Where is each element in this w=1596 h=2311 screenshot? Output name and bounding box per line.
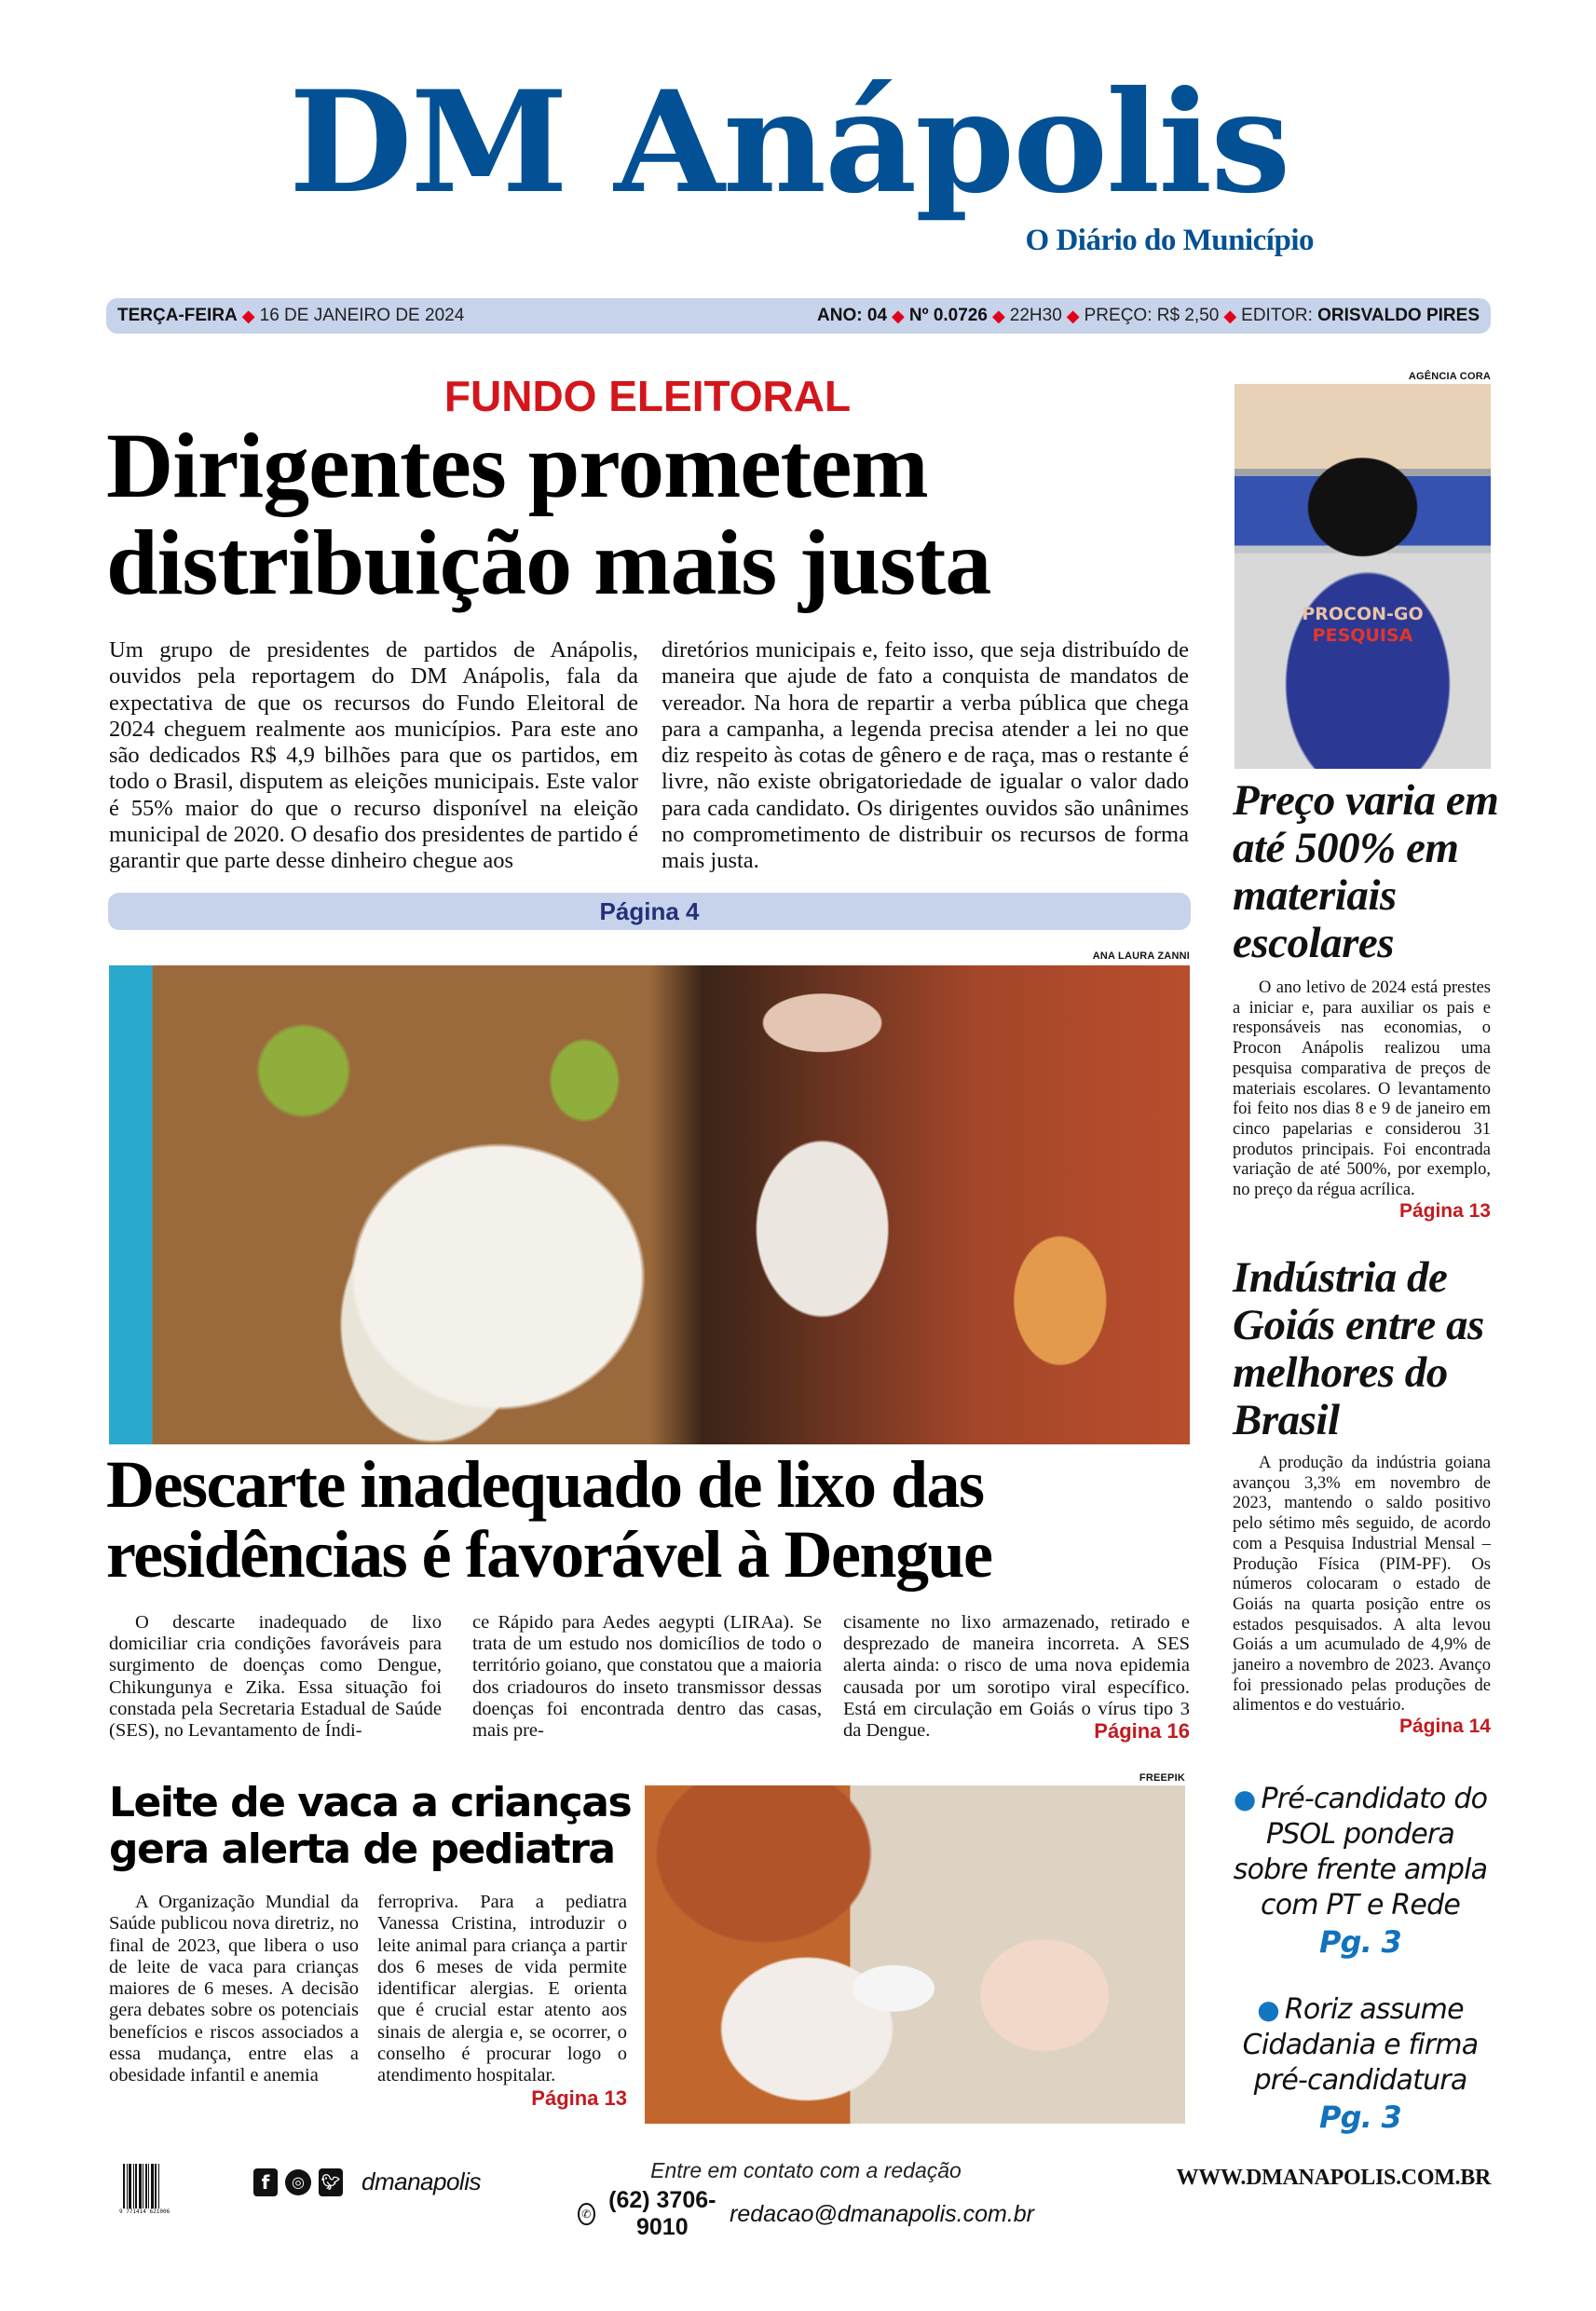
lead-headline[interactable]: Dirigentes prometem distribuição mais justa xyxy=(106,414,991,614)
brief-page-ref[interactable]: Pg. 3 xyxy=(1319,2099,1401,2135)
diamond-separator-icon: ◆ xyxy=(241,306,255,325)
masthead-tagline: O Diário do Município xyxy=(1025,224,1314,257)
dengue-photo[interactable] xyxy=(109,965,1190,1444)
sidebar-story1-page-ref[interactable]: Página 13 xyxy=(1398,1199,1491,1222)
masthead-logo: DM Anápolis xyxy=(289,61,1289,225)
editor-label: EDITOR: xyxy=(1241,306,1313,325)
dengue-photo-credit: ANA LAURA ZANNI xyxy=(1092,950,1190,962)
facebook-icon[interactable]: f xyxy=(253,2168,278,2196)
leite-page-ref[interactable]: Página 13 xyxy=(531,2085,627,2110)
price-value: R$ 2,50 xyxy=(1156,306,1220,325)
dengue-body-col3 xyxy=(843,1612,1190,1742)
leite-body-col2-text: ferropriva. Para a pediatra Vanessa Cristina, introduzir o leite animal para criança a partir dos 6 meses de vida permite identificar alergias. E orienta que é crucial estar atento aos sinais de alergia e, se ocorrer, o conselho é procurar logo o atendimento hospitalar. xyxy=(377,1892,627,2086)
contact-email[interactable]: redacao@dmanapolis.com.br xyxy=(730,2200,1034,2227)
website-link[interactable]: WWW.DMANAPOLIS.COM.BR xyxy=(1176,2166,1491,2190)
dengue-body-col2: ce Rápido para Aedes aegypti (LIRAa). Se trata de um estudo nos domicílios de todo o território goiano, que constatou que a maioria dos criadouros do inseto transmissor dessas doenças foi encontrada dentro das casas, mais pre- xyxy=(472,1612,822,1742)
sidebar-story2-page-ref[interactable]: Página 14 xyxy=(1398,1716,1491,1738)
dengue-page-ref[interactable]: Página 16 xyxy=(1094,1719,1190,1744)
vest-line1: PROCON-GO xyxy=(1302,604,1424,624)
diamond-separator-icon: ◆ xyxy=(1223,306,1237,325)
lead-body-col1: Um grupo de presidentes de partidos de Anápolis, ouvidos pela reportagem do DM Anápolis, fala da expectativa de que os recursos do Fundo Eleitoral de 2024 cheguem realmente aos municípios. Para este ano são dedicados R$ 4,9 bilhões para que os partidos, em todo o Brasil, disputem as eleições municipais. Este valor é 55% maior do que o recurso disponível na eleição municipal de 2020. O desafio dos presidentes de partido é garantir que parte desse dinheiro chegue aos xyxy=(109,637,638,874)
barcode-icon xyxy=(123,2164,162,2208)
contact-block xyxy=(578,2158,1034,2241)
lead-page-ref[interactable] xyxy=(108,893,1191,930)
ano-value: 04 xyxy=(866,306,888,325)
twitter-icon[interactable]: 🐦︎ xyxy=(319,2168,343,2196)
barcode-number: 9 771414 621006 xyxy=(119,2208,171,2215)
sidebar-story2-text: A produção da indústria goiana avançou 3,3% em novembro de 2023, mantendo o saldo positivo pelo sétimo mês seguido, de acordo com a Pesquisa Industrial Mensal – Produção Física (PIM-PF). Os números colocaram o estado de Goiás na quarta posição entre os estados pesquisados. A alta levou Goiás a um acumulado de 4,9% de janeiro a novembro de 2023. Avanço foi pressionado pelas produções de alimentos e do vestuário. xyxy=(1233,1454,1491,1716)
procon-vest-text xyxy=(1235,604,1491,647)
social-links xyxy=(253,2167,481,2196)
leite-body-col2 xyxy=(377,1892,627,2109)
brief-item[interactable] xyxy=(1225,1782,1495,1961)
whatsapp-icon: ✆ xyxy=(578,2203,595,2225)
lead-body-col2: diretórios municipais e, feito isso, que seja distribuído de maneira que ajude de fato a conquista de mandatos de vereador. Na hora de repartir a verba pública que chega para a campanha, a legenda precisa atender a lei no que diz respeito às cotas de gênero e de raça, mas o restante é livre, não existe obrigatoriedade de igualar o valor dado para cada candidato. Os dirigentes ouvidos são unânimes no comprometimento de distribuir os recursos de forma mais justa. xyxy=(662,637,1189,874)
bullet-dot-icon: ● xyxy=(1257,1994,1279,2025)
dengue-headline[interactable]: Descarte inadequado de lixo das residências é favorável à Dengue xyxy=(106,1447,992,1592)
price-label: PREÇO: xyxy=(1084,306,1153,325)
ano-label: ANO: xyxy=(817,306,863,325)
brief-item[interactable] xyxy=(1225,1992,1495,2136)
numero-label: Nº xyxy=(908,306,929,325)
leite-photo[interactable] xyxy=(645,1785,1185,2124)
sidebar-story1-body xyxy=(1233,978,1491,1221)
weekday: TERÇA-FEIRA xyxy=(117,306,238,325)
contact-phone[interactable]: (62) 3706-9010 xyxy=(608,2187,716,2240)
diamond-separator-icon: ◆ xyxy=(991,306,1005,325)
vest-line2: PESQUISA xyxy=(1312,625,1413,646)
sidebar-story1-headline[interactable]: Preço varia em até 500% em materiais escolares xyxy=(1233,776,1499,967)
dengue-body-col3-text: cisamente no lixo armazenado, retirado e desprezado de maneira incorreta. A SES alerta ainda: o risco de uma nova epidemia causada por um sorotipo viral específico. Está em circulação em Goiás o vírus tipo 3 da Dengue. xyxy=(843,1612,1190,1742)
sidebar-story2-body xyxy=(1233,1454,1491,1737)
brief-text: Pré-candidato do PSOL pondera sobre frente ampla com PT e Rede xyxy=(1233,1783,1488,1921)
edition-info-bar xyxy=(106,298,1491,334)
contact-label: Entre em contato com a redação xyxy=(650,2158,962,2182)
social-handle[interactable]: dmanapolis xyxy=(361,2167,481,2195)
diamond-separator-icon: ◆ xyxy=(892,306,905,325)
brief-page-ref[interactable]: Pg. 3 xyxy=(1319,1924,1401,1960)
sidebar-story2-headline[interactable]: Indústria de Goiás entre as melhores do Brasil xyxy=(1233,1253,1484,1444)
lead-kicker: FUNDO ELEITORAL xyxy=(443,372,852,420)
diamond-separator-icon: ◆ xyxy=(1066,306,1080,325)
numero-value: 0.0726 xyxy=(933,306,988,325)
edition-time: 22H30 xyxy=(1009,306,1062,325)
dengue-body-col1: O descarte inadequado de lixo domiciliar cria condições favoráveis para surgimento de doenças como Dengue, Chikungunya e Zika. Essa situação foi constada pela Secretaria Estadual de Saúde (SES), no Levantamento de Índi- xyxy=(109,1612,442,1742)
leite-body-col1: A Organização Mundial da Saúde publicou nova diretriz, no final de 2023, que libera o uso de leite de vaca para crianças maiores de 6 meses. A decisão gera debates sobre os potenciais benefícios e riscos associados a essa mudança, entre elas a obesidade infantil e anemia xyxy=(109,1892,359,2086)
leite-headline[interactable]: Leite de vaca a crianças gera alerta de pediatra xyxy=(109,1779,632,1873)
procon-photo-credit: AGÊNCIA CORA xyxy=(1408,371,1491,382)
brief-text: Roriz assume Cidadania e firma pré-candidatura xyxy=(1242,1993,1479,2097)
instagram-icon[interactable]: ◎ xyxy=(285,2169,311,2195)
leite-photo-credit: FREEPIK xyxy=(1139,1772,1185,1784)
sidebar-story1-text: O ano letivo de 2024 está prestes a iniciar e, para auxiliar os pais e responsáveis nas economias, o Procon Anápolis realizou uma pesquisa comparativa de preços de materiais escolares. O levantamento foi feito nos dias 8 e 9 de janeiro em cinco papelarias e considerou 31 produtos principais. Foi encontrada variação de até 500%, por exemplo, no preço da régua acrílica. xyxy=(1233,978,1491,1200)
bullet-dot-icon: ● xyxy=(1233,1784,1256,1814)
lead-page-ref-label: Página 4 xyxy=(599,896,700,925)
edition-date: 16 DE JANEIRO DE 2024 xyxy=(259,306,465,325)
editor-name: ORISVALDO PIRES xyxy=(1317,306,1480,325)
procon-photo[interactable] xyxy=(1235,384,1491,769)
